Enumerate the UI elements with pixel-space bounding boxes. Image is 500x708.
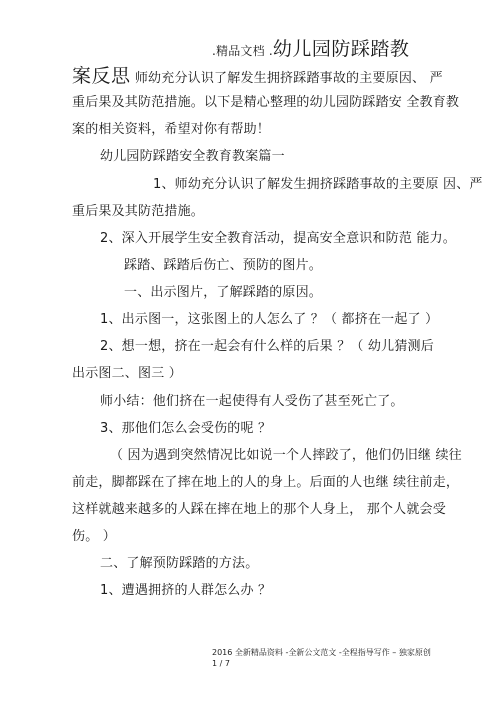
body-line: 伤。 ）: [72, 529, 116, 544]
body-line: 1、遭遇拥挤的人群怎么办 ？: [100, 583, 272, 598]
body-line: 这样就越来越多的人踩在摔在地上的那个人身上， 那个人就会受: [72, 502, 446, 517]
body-line: 前走，脚都踩在了摔在地上的人的身上。后面的人也继 续往前走，: [72, 475, 460, 490]
body-line: 3、那他们怎么会受伤的呢 ？: [100, 421, 272, 436]
body-line: 1、出示图一，这张图上的人怎么了 ？（ 都挤在一起了 ）: [100, 312, 439, 327]
body-line: 出示图二、图三 ）: [72, 366, 182, 381]
body-line: 2、深入开展学生安全教育活动，提高安全意识和防范 能力。: [100, 231, 457, 246]
body-line: 一、出示图片，了解踩踏的原因。: [124, 285, 323, 300]
body-line: （ 因为遇到突然情况比如说一个人摔跤了，他们仍旧继 续往: [110, 448, 462, 463]
body-line: 案的相关资料，希望对你有帮助！: [72, 122, 271, 137]
body-line-1: [72, 65, 443, 92]
footer-promo: 2016 全新精品资料 -全新公文范文 -全程指导写作 – 独家原创: [212, 648, 431, 657]
section-heading: 二、了解预防踩踏的方法。: [100, 556, 259, 571]
page-number: 1 / 7: [212, 659, 230, 668]
body-line: 重后果及其防范措施。: [72, 204, 205, 219]
body-line: 1、师幼充分认识了解发生拥挤踩踏事故的主要原 因、严: [153, 177, 483, 192]
body-line: 师小结：他们挤在一起使得有人受伤了甚至死亡了。: [100, 394, 404, 409]
header-line: [212, 38, 410, 65]
intro-text: 师幼充分认识了解发生拥挤踩踏事故的主要原因、 严: [130, 71, 443, 86]
body-line: 踩踏、踩踏后伤亡、预防的图片。: [124, 258, 323, 273]
body-line: 2、想一想，挤在一起会有什么样的后果 ？（ 幼儿猜测后: [100, 339, 434, 354]
section-heading: 幼儿园防踩踏安全教育教案篇一: [100, 149, 285, 164]
body-line: 重后果及其防范措施。以下是精心整理的幼儿园防踩踏安 全教育教: [72, 95, 460, 110]
document-title-part1: 幼儿园防踩踏教: [272, 38, 410, 60]
header-prefix: .精品文档 .: [212, 44, 273, 58]
document-title-part2: 案反思: [72, 65, 131, 87]
